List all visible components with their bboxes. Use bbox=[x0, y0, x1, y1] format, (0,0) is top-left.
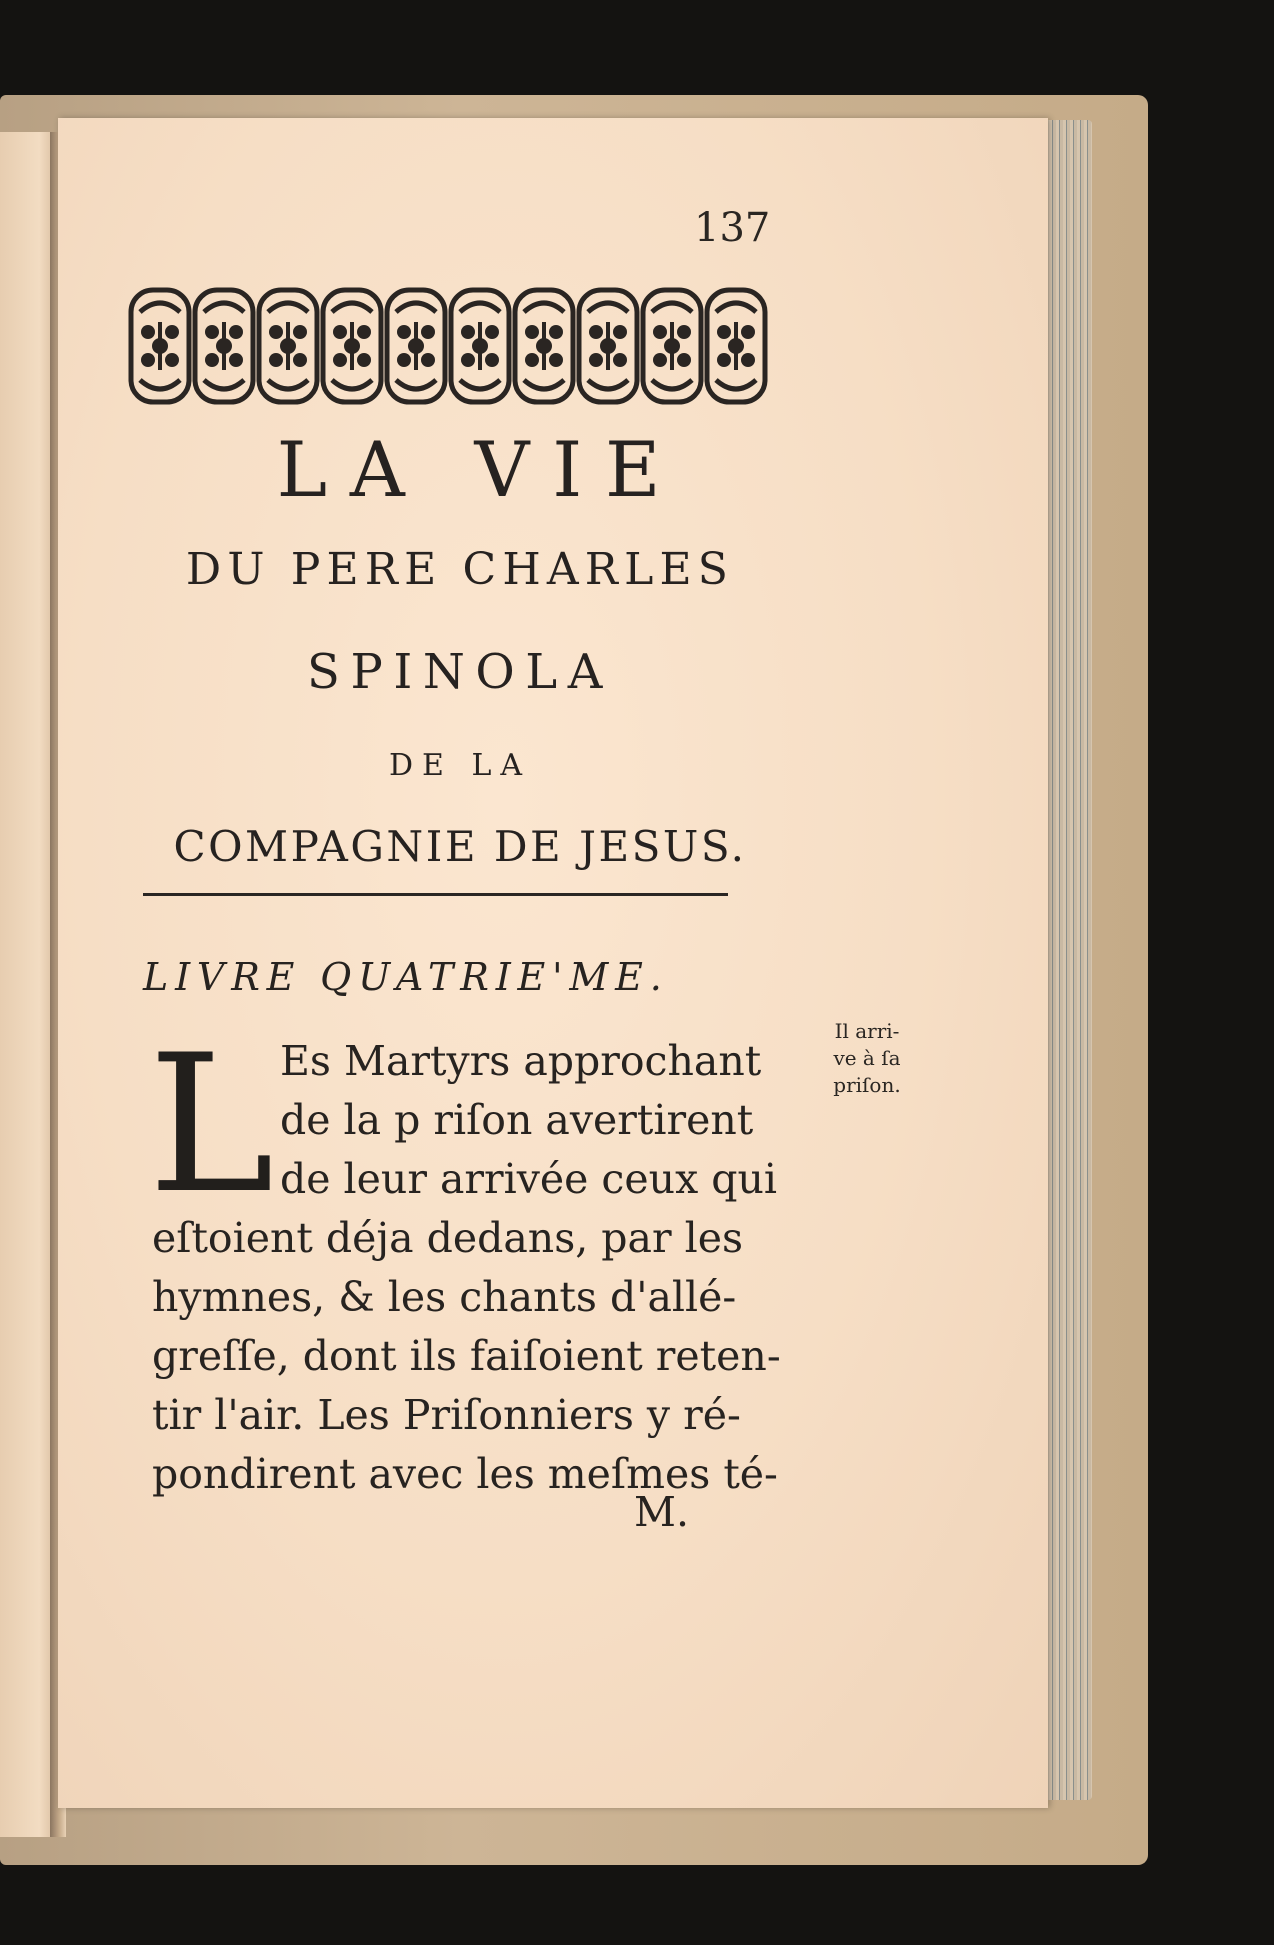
margin-note-line: Il arri- bbox=[834, 1019, 900, 1043]
margin-note-line: priſon. bbox=[833, 1073, 901, 1097]
fleuron-ornament bbox=[259, 290, 317, 402]
margin-note-line: ve à ſa bbox=[833, 1046, 901, 1070]
fleuron-ornament bbox=[707, 290, 765, 402]
fleuron-ornament bbox=[515, 290, 573, 402]
title-du-pere-charles: DU PERE CHARLES bbox=[185, 544, 735, 595]
title-la-vie: LA VIE bbox=[276, 425, 684, 514]
ornament-graphic bbox=[128, 282, 768, 410]
body-line: tir l'air. Les Priſonniers y ré- bbox=[152, 1391, 741, 1439]
margin-note bbox=[812, 1018, 922, 1099]
body-line: hymnes, & les chants d'allé- bbox=[152, 1273, 737, 1321]
fleuron-ornament bbox=[387, 290, 445, 402]
fleuron-ornament bbox=[643, 290, 701, 402]
fleuron-ornament bbox=[451, 290, 509, 402]
body-line: de la p riſon avertirent bbox=[280, 1096, 754, 1144]
body-line: greſſe, dont ils faiſoient reten- bbox=[152, 1332, 781, 1380]
printer-ornament-band bbox=[128, 282, 768, 410]
body-line: pondirent avec les meſmes té- bbox=[152, 1450, 778, 1498]
book-heading: LIVRE QUATRIE'ME. bbox=[143, 955, 669, 999]
title-spinola: SPINOLA bbox=[307, 644, 613, 700]
page-number: 137 bbox=[694, 205, 771, 251]
title-compagnie-de-jesus: COMPAGNIE DE JESUS. bbox=[173, 822, 747, 871]
body-line: Es Martyrs approchant bbox=[280, 1037, 762, 1085]
body-text bbox=[152, 1032, 812, 1504]
horizontal-rule bbox=[143, 893, 728, 896]
fleuron-ornament bbox=[323, 290, 381, 402]
catchword: M. bbox=[634, 1488, 690, 1536]
title-de-la: DE LA bbox=[388, 748, 532, 783]
body-line: de leur arrivée ceux qui bbox=[280, 1155, 777, 1203]
body-line: eſtoient déja dedans, par les bbox=[152, 1214, 744, 1262]
fleuron-ornament bbox=[131, 290, 189, 402]
fleuron-ornament bbox=[579, 290, 637, 402]
drop-cap: L bbox=[148, 1014, 275, 1235]
left-page-edge bbox=[0, 132, 56, 1837]
fleuron-ornament bbox=[195, 290, 253, 402]
